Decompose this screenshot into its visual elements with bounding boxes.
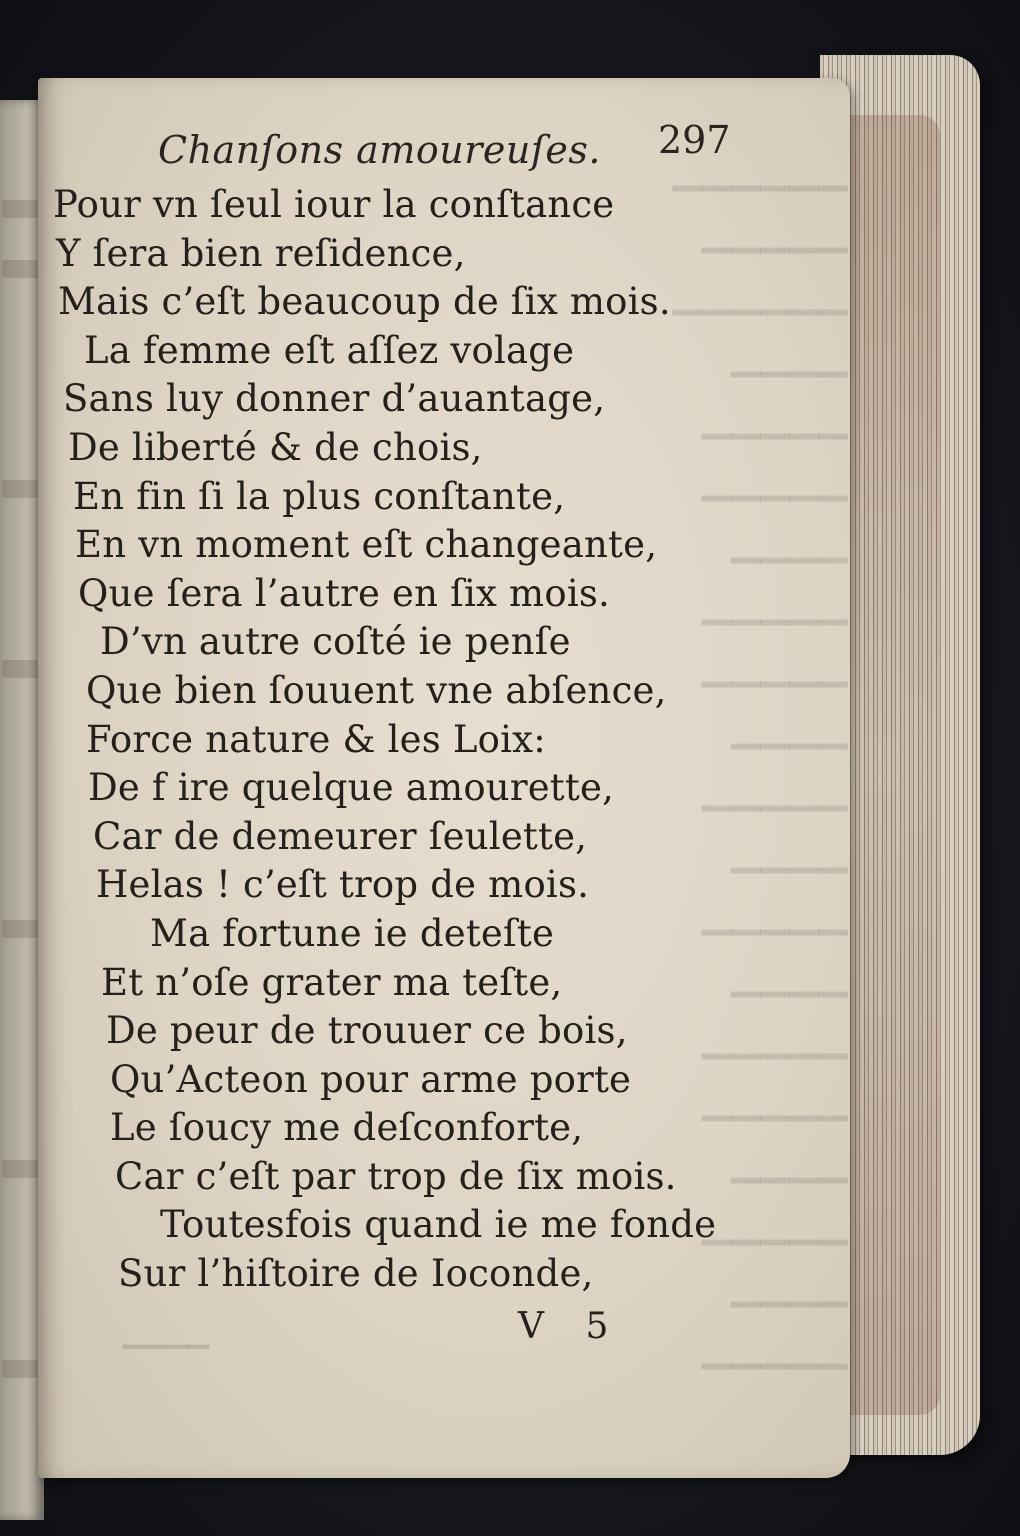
- verse-line: Ma fortune ie deteſte: [150, 911, 555, 955]
- verse-line: Y ſera bien reſidence,: [56, 231, 466, 275]
- verse-line: Sur l’hiſtoire de Ioconde,: [118, 1252, 594, 1296]
- verse-line: En vn moment eſt changeante,: [75, 523, 658, 567]
- verse-line: Sans luy donner d’auantage,: [63, 377, 606, 421]
- verse-line: Toutesfois quand ie me fonde: [160, 1203, 717, 1247]
- bleed-mark: [2, 200, 42, 218]
- page-number: 297: [658, 118, 731, 162]
- verse-block: [38, 181, 798, 1299]
- verse-line: La femme eſt aſſez volage: [84, 328, 575, 372]
- verse-line: En fin ſi la plus conſtante,: [73, 474, 566, 518]
- verse-line: De f ire quelque amourette,: [88, 766, 615, 810]
- bleed-mark: [2, 480, 42, 498]
- verse-line: Que ſera l’autre en ſix mois.: [78, 571, 611, 615]
- running-title: Chanſons amoureuſes.: [158, 128, 601, 172]
- bleed-mark: [2, 1360, 42, 1378]
- verse-line: Car de demeurer ſeulette,: [93, 814, 588, 858]
- verse-line: Que bien ſouuent vne abſence,: [86, 668, 667, 712]
- verse-line: Qu’Acteon pour arme porte: [110, 1057, 632, 1101]
- showthrough-texture: ▁▁▁▁▁▁ ▁▁▁▁▁ ▁▁▁▁▁▁ ▁▁▁▁ ▁▁▁▁▁ ▁▁▁▁▁ ▁▁▁▁ ▁▁▁▁▁ ▁▁▁▁▁ ▁▁▁▁ ▁▁▁▁▁ ▁▁▁▁ ▁▁▁▁▁ ▁▁▁▁ ▁▁▁▁▁ ▁▁▁▁▁ ▁▁▁▁ ▁▁▁▁▁ ▁▁▁▁ ▁▁▁▁▁: [672, 147, 848, 1369]
- page-header: [158, 118, 758, 188]
- verse-line: Pour vn ſeul iour la conſtance: [53, 183, 615, 226]
- bleed-mark: [2, 260, 42, 278]
- bleed-mark: [2, 1160, 42, 1178]
- showthrough-text: ▁▁▁▁: [123, 1316, 210, 1349]
- verse-line: Et n’oſe grater ma teſte,: [101, 960, 563, 1004]
- bleed-mark: [2, 660, 42, 678]
- book-page: [38, 78, 850, 1478]
- verse-line: Car c’eſt par trop de ſix mois.: [115, 1154, 677, 1198]
- verse-line: Force nature & les Loix:: [86, 717, 546, 761]
- bleed-mark: [2, 920, 42, 938]
- verse-line: Le ſoucy me deſconforte,: [110, 1106, 584, 1150]
- signature-mark: V 5: [518, 1306, 609, 1347]
- verse-line: Mais c’eſt beaucoup de ſix mois.: [58, 280, 671, 324]
- verse-line: D’vn autre coſté ie penſe: [100, 620, 571, 664]
- verse-line: De liberté & de chois,: [68, 425, 483, 469]
- verse-line: De peur de trouuer ce bois,: [106, 1009, 628, 1053]
- verse-line: Helas ! c’eſt trop de mois.: [96, 863, 590, 907]
